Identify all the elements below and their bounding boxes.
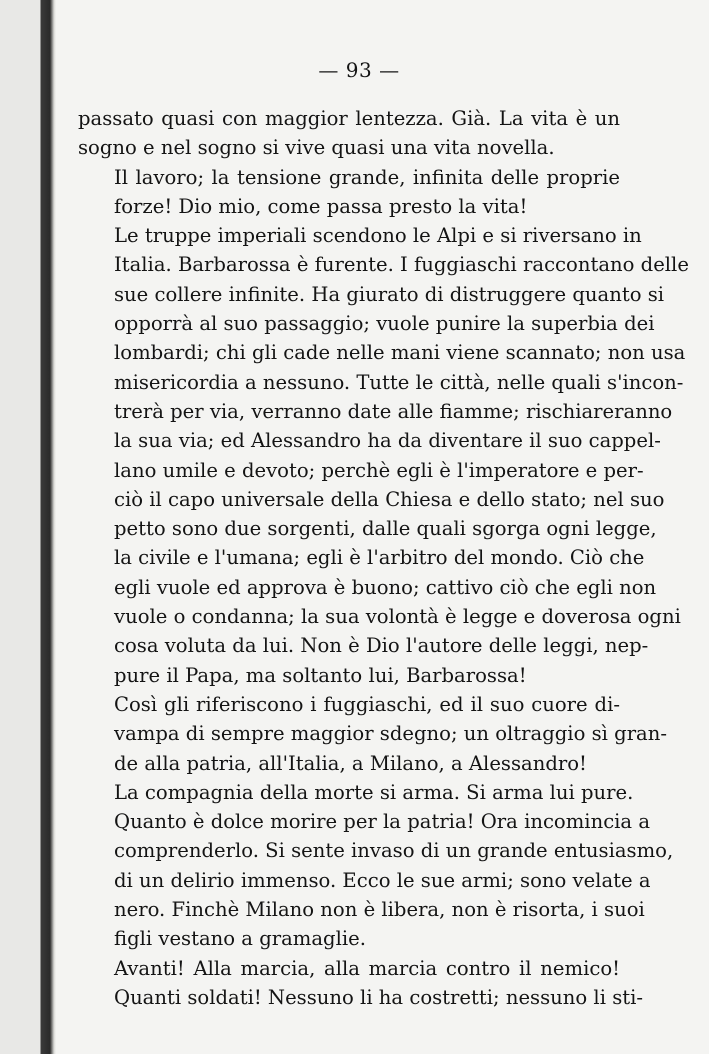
text-line: ciò il capo universale della Chiesa e dello stato; nel suo xyxy=(114,487,665,511)
text-line: sue collere infinite. Ha giurato di distruggere quanto si xyxy=(114,282,665,306)
text-line: passato quasi con maggior lentezza. Già. La vita è un xyxy=(78,107,620,130)
paragraph xyxy=(78,778,674,954)
text-line: la sua via; ed Alessandro ha da diventare il suo cappel- xyxy=(114,429,661,453)
book-spine-shadow xyxy=(0,0,56,1054)
page-number: — 93 — xyxy=(318,58,400,82)
text-line: lano umile e devoto; perchè egli è l'imperatore e per- xyxy=(114,458,644,482)
text-line: Così gli riferiscono i fuggiaschi, ed il suo cuore di- xyxy=(114,692,620,716)
text-line: forze! Dio mio, come passa presto la vita! xyxy=(114,194,528,218)
text-line: lombardi; chi gli cade nelle mani viene scannato; non usa xyxy=(114,341,686,365)
paragraph xyxy=(78,690,667,778)
paragraph xyxy=(78,104,620,163)
text-line: Il lavoro; la tensione grande, infinita delle proprie xyxy=(114,165,620,189)
text-line: sogno e nel sogno si vive quasi una vita novella. xyxy=(78,136,555,160)
text-line: Le truppe imperiali scendono le Alpi e si riversano in xyxy=(114,224,642,248)
text-line: la civile e l'umana; egli è l'arbitro del mondo. Ciò che xyxy=(114,546,645,570)
text-line: figli vestano a gramaglie. xyxy=(114,927,366,951)
text-line: Avanti! Alla marcia, alla marcia contro il nemico! xyxy=(114,956,620,980)
text-line: nero. Finchè Milano non è libera, non è risorta, i suoi xyxy=(114,898,645,922)
text-line: pure il Papa, ma soltanto lui, Barbarossa! xyxy=(114,663,527,687)
paragraph xyxy=(78,954,644,1013)
text-line: opporrà al suo passaggio; vuole punire la superbia dei xyxy=(114,312,655,336)
text-line: trerà per via, verranno date alle fiamme; rischiareranno xyxy=(114,399,673,423)
text-line: misericordia a nessuno. Tutte le città, nelle quali s'incon- xyxy=(114,370,684,394)
paragraph xyxy=(78,163,620,222)
text-line: vuole o condanna; la sua volontà è legge e doverosa ogni xyxy=(114,605,681,629)
text-line: La compagnia della morte si arma. Si arma lui pure. xyxy=(114,780,634,804)
paragraph xyxy=(78,221,689,690)
text-line: vampa di sempre maggior sdegno; un oltraggio sì gran- xyxy=(114,722,667,746)
body-text xyxy=(78,104,689,1012)
text-line: petto sono due sorgenti, dalle quali sgorga ogni legge, xyxy=(114,517,657,541)
text-line: egli vuole ed approva è buono; cattivo ciò che egli non xyxy=(114,575,657,599)
text-line: Italia. Barbarossa è furente. I fuggiaschi raccontano delle xyxy=(114,253,689,277)
text-line: Quanti soldati! Nessuno li ha costretti; nessuno li sti- xyxy=(114,985,644,1009)
text-line: Quanto è dolce morire per la patria! Ora incomincia a xyxy=(114,810,651,834)
text-line: cosa voluta da lui. Non è Dio l'autore delle leggi, nep- xyxy=(114,634,649,658)
text-line: comprenderlo. Si sente invaso di un grande entusiasmo, xyxy=(114,839,674,863)
text-line: de alla patria, all'Italia, a Milano, a Alessandro! xyxy=(114,751,587,775)
text-line: di un delirio immenso. Ecco le sue armi; sono velate a xyxy=(114,868,651,892)
book-page xyxy=(78,58,689,1012)
